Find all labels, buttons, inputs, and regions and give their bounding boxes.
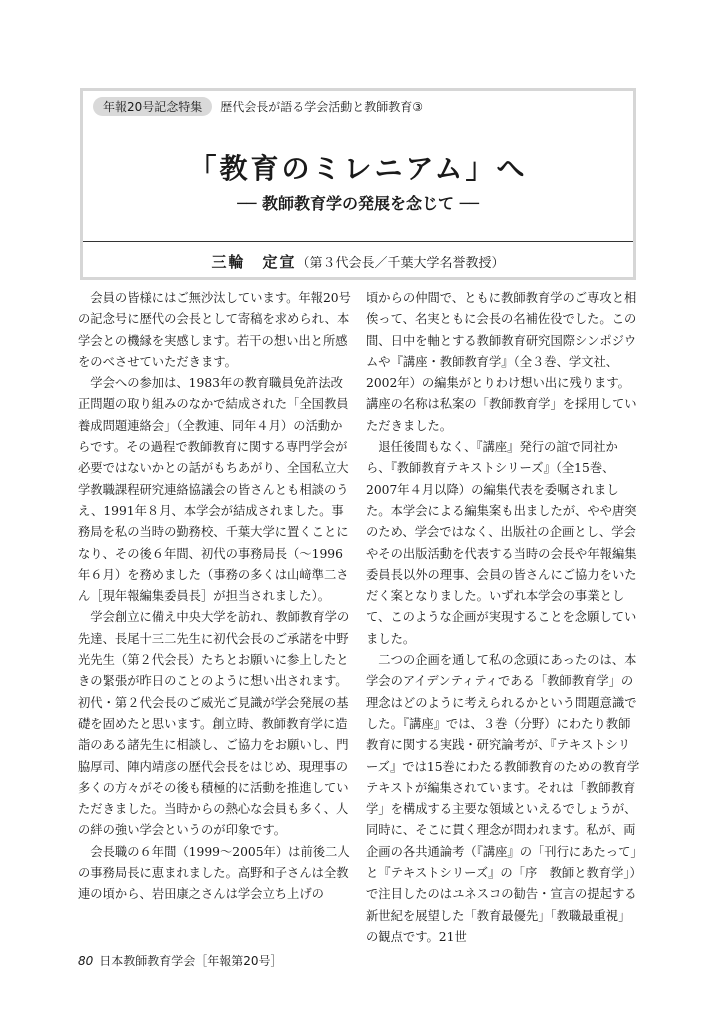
- article-title: 「教育のミレニアム」へ: [188, 152, 528, 185]
- left-paragraph-2: 学会への参加は、1983年の教育職員免許法改正問題の取り組みのなかで結成された「全国教員養成問題連絡会」（全教連、同年４月）の活動からです。その過程で教師教育に関する専門学会が必要ではないかとの話がもちあがり、全国私立大学教職課程研究連絡協議会の皆さんとも相談のうえ、1991年８月、本学会が結成されました。事務局を私の当時の勤務校、千葉大学に置くことになり、その後６年間、初代の事務局長（〜1996年６月）を務めました（事務の多くは山﨑準二さん［現年報編集委員長］が担当されました）。: [78, 376, 349, 604]
- left-paragraph-4: 会長職の６年間（1999〜2005年）は前後二人の事務局長に恵まれました。高野和子さんは全教連の頃から、岩田康之さんは学会立ち上げの: [78, 844, 350, 902]
- author-name: 三輪 定宣: [211, 253, 297, 271]
- right-paragraph-3: 二つの企画を通して私の念頭にあったのは、本学会のアイデンティティである「教師教育学」の理念はどのように考えられるかという問題意識でした。『講座』では、３巻（分野）にわたり教師教育に関する実践・研究論考が、『テキストシリーズ』では15巻にわたる教師教育のための教育学テキストが編集されています。それは「教師教育学」を構成する主要な領域といえるでしょうが、同時に、そこに貫く理念が問われます。私が、両企画の各共通論考（『講座』の「刊行にあたって」と『テキストシリーズ』の「序 教師と教育学」）で注目したのはユネスコの勧告・宣言の提起する新世紀を展望した「教育最優先」「教職最重視」の観点です。21世: [366, 653, 640, 944]
- right-column: [366, 288, 641, 948]
- page-number: 80: [78, 954, 94, 968]
- left-column: [78, 288, 353, 906]
- author-affiliation: （第３代会長／千葉大学名誉教授）: [296, 256, 505, 271]
- page-footer: [78, 952, 283, 969]
- left-paragraph-1: 会員の皆様にはご無沙汰しています。年報20号の記念号に歴代の会長として寄稿を求められ、本学会との機縁を実感します。若干の想い出と所感をのべさせていただきます。: [78, 291, 351, 369]
- author-line: [83, 251, 633, 272]
- right-paragraph-1: 頃からの仲間で、ともに教師教育学のご専攻と相俟って、名実ともに会長の名補佐役でした。この間、日中を軸とする教師教育研究国際シンポジウムや『講座・教師教育学』（全３巻、学文社、2002年）の編集がとりわけ想い出に残ります。講座の名称は私案の「教師教育学」を採用していただきました。: [366, 291, 637, 433]
- left-paragraph-3: 学会創立に備え中央大学を訪れ、教師教育学の先達、長尾十三二先生に初代会長のご承諾を中野光先生（第２代会長）たちとお願いに参上したときの緊張が昨日のことのように想い出されます。初代・第２代会長のご威光ご見識が学会発展の基礎を固めたと思います。創立時、教師教育学に造詣のある諸先生に相談し、ご協力をお願いし、門脇厚司、陣内靖彦の歴代会長をはじめ、現理事の多くの方々がその後も積極的に活動を推進していただきました。当時からの熱心な会員も多く、人の絆の強い学会というのが印象です。: [78, 610, 350, 838]
- feature-tag: 年報20号記念特集: [93, 97, 212, 116]
- series-title: 歴代会長が語る学会活動と教師教育③: [220, 100, 424, 114]
- article-subtitle: ── 教師教育学の発展を念じて ──: [237, 194, 479, 213]
- feature-tag-row: [93, 97, 423, 116]
- article-header-box: [80, 88, 636, 280]
- header-divider: [83, 241, 633, 242]
- journal-name: 日本教師教育学会［年報第20号］: [99, 954, 283, 968]
- right-paragraph-2: 退任後間もなく、『講座』発行の誼で同社から、『教師教育テキストシリーズ』（全15巻、2007年４月以降）の編集代表を委嘱されました。本学会による編集案も出ましたが、やや唐突のため、学会ではなく、出版社の企画とし、学会やその出版活動を代表する当時の会長や年報編集委員長以外の理事、会員の皆さんにご協力をいただく案となりました。いずれ本学会の事業として、このような企画が実現することを念願していました。: [366, 440, 637, 646]
